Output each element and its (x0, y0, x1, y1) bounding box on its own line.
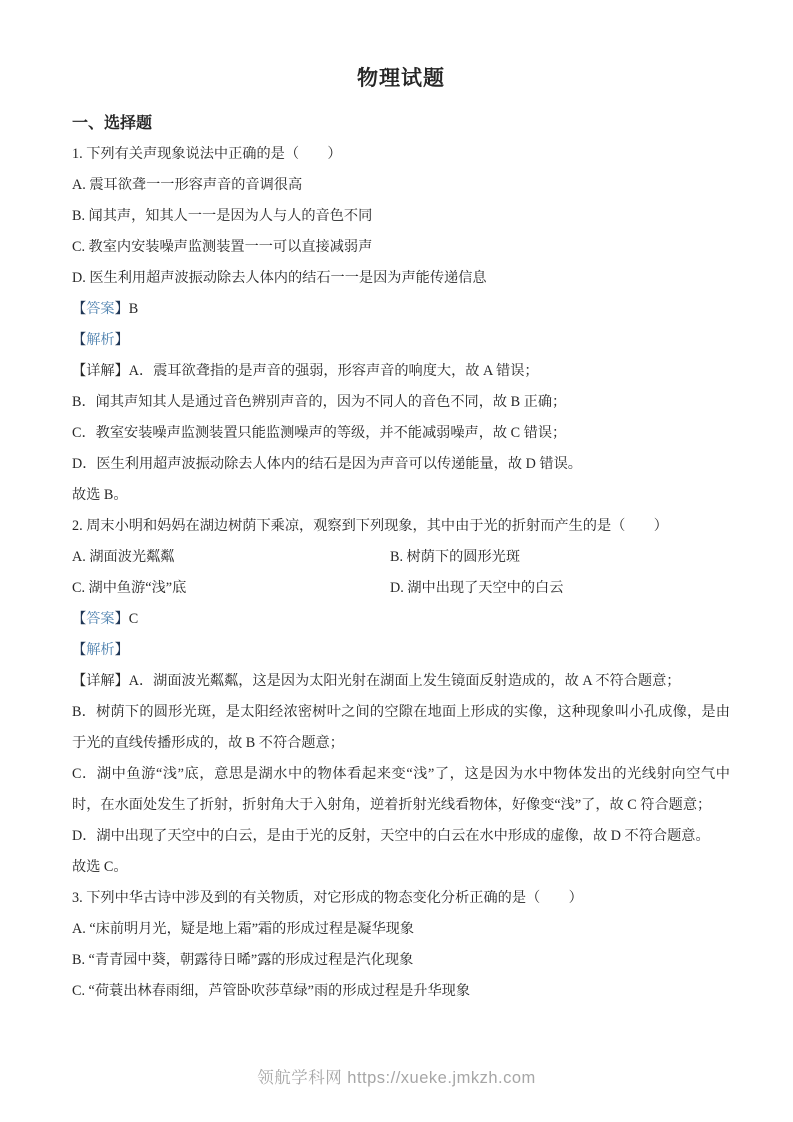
question-2-option-c: C. 湖中鱼游“浅”底 (72, 580, 187, 596)
section-heading: 一、选择题 (72, 115, 153, 132)
question-3 (72, 883, 730, 1007)
question-1-conclusion: 故选 B。 (72, 487, 128, 503)
question-3-option-a: A. “床前明月光，疑是地上霜”霜的形成过程是凝华现象 (72, 921, 415, 937)
question-1-analysis-line (72, 325, 730, 356)
question-2-detail-a: 【详解】A．湖面波光粼粼，这是因为太阳光射在湖面上发生镜面反射造成的，故 A 不符合题意； (72, 673, 681, 689)
question-2-stem: 2. 周末小明和妈妈在湖边树荫下乘凉，观察到下列现象，其中由于光的折射而产生的是（ ） (72, 518, 668, 534)
question-1-answer-line (72, 294, 730, 325)
question-1-option-b: B. 闻其声，知其人一一是因为人与人的音色不同 (72, 208, 373, 224)
bracket-close: 】 (114, 642, 129, 658)
bracket-open: 【 (72, 642, 87, 658)
question-2-options-row-1 (72, 542, 730, 573)
page-content (72, 62, 730, 1007)
question-2-detail-d: D．湖中出现了天空中的白云，是由于光的反射，天空中的白云在水中形成的虚像，故 D 不符合题意。 (72, 828, 710, 844)
question-2-conclusion: 故选 C。 (72, 859, 128, 875)
question-2-detail-c: C．湖中鱼游“浅”底，意思是湖水中的物体看起来变“浅”了，这是因为水中物体发出的光线射向空气中时，在水面处发生了折射，折射角大于入射角，逆着折射光线看物体，好像变“浅”了，故 C 符合题意； (72, 766, 730, 813)
analysis-label: 解析 (86, 332, 115, 348)
question-2-answer-line (72, 604, 730, 635)
analysis-label: 解析 (86, 642, 115, 658)
bracket-open: 【 (72, 301, 87, 317)
question-2 (72, 511, 730, 883)
question-1-detail-d: D．医生利用超声波振动除去人体内的结石是因为声音可以传递能量，故 D 错误。 (72, 456, 582, 472)
page-title: 物理试题 (357, 66, 445, 90)
question-1 (72, 139, 730, 511)
answer-value: B (128, 301, 139, 317)
question-1-option-a: A. 震耳欲聋一一形容声音的音调很高 (72, 177, 303, 193)
question-2-option-a: A. 湖面波光粼粼 (72, 549, 175, 565)
question-2-analysis-line (72, 635, 730, 666)
question-1-option-c: C. 教室内安装噪声监测装置一一可以直接减弱声 (72, 239, 373, 255)
watermark: 领航学科网 https://xueke.jmkzh.com (257, 1069, 536, 1087)
question-1-option-d: D. 医生利用超声波振动除去人体内的结石一一是因为声能传递信息 (72, 270, 487, 286)
question-1-detail-c: C．教室安装噪声监测装置只能监测噪声的等级，并不能减弱噪声，故 C 错误； (72, 425, 567, 441)
question-3-stem: 3. 下列中华古诗中涉及到的有关物质，对它形成的物态变化分析正确的是（ ） (72, 890, 583, 906)
question-1-detail-b: B．闻其声知其人是通过音色辨别声音的，因为不同人的音色不同，故 B 正确； (72, 394, 567, 410)
bracket-close: 】 (114, 332, 129, 348)
question-3-option-c: C. “荷蓑出林春雨细，芦管卧吹莎草绿”雨的形成过程是升华现象 (72, 983, 471, 999)
bracket-close: 】 (114, 611, 129, 627)
bracket-open: 【 (72, 332, 87, 348)
answer-label: 答案 (86, 301, 115, 317)
bracket-close: 】 (114, 301, 129, 317)
question-3-option-b: B. “青青园中葵，朝露待日晞”露的形成过程是汽化现象 (72, 952, 414, 968)
question-2-options-row-2 (72, 573, 730, 604)
question-1-stem: 1. 下列有关声现象说法中正确的是（ ） (72, 146, 342, 162)
question-2-option-d: D. 湖中出现了天空中的白云 (390, 580, 564, 596)
question-1-detail-a: 【详解】A．震耳欲聋指的是声音的强弱，形容声音的响度大，故 A 错误； (72, 363, 539, 379)
question-2-detail-b: B．树荫下的圆形光斑，是太阳经浓密树叶之间的空隙在地面上形成的实像，这种现象叫小孔成像，是由于光的直线传播形成的，故 B 不符合题意； (72, 704, 730, 751)
answer-label: 答案 (86, 611, 115, 627)
question-2-option-b: B. 树荫下的圆形光斑 (390, 549, 521, 565)
bracket-open: 【 (72, 611, 87, 627)
answer-value: C (128, 611, 139, 627)
